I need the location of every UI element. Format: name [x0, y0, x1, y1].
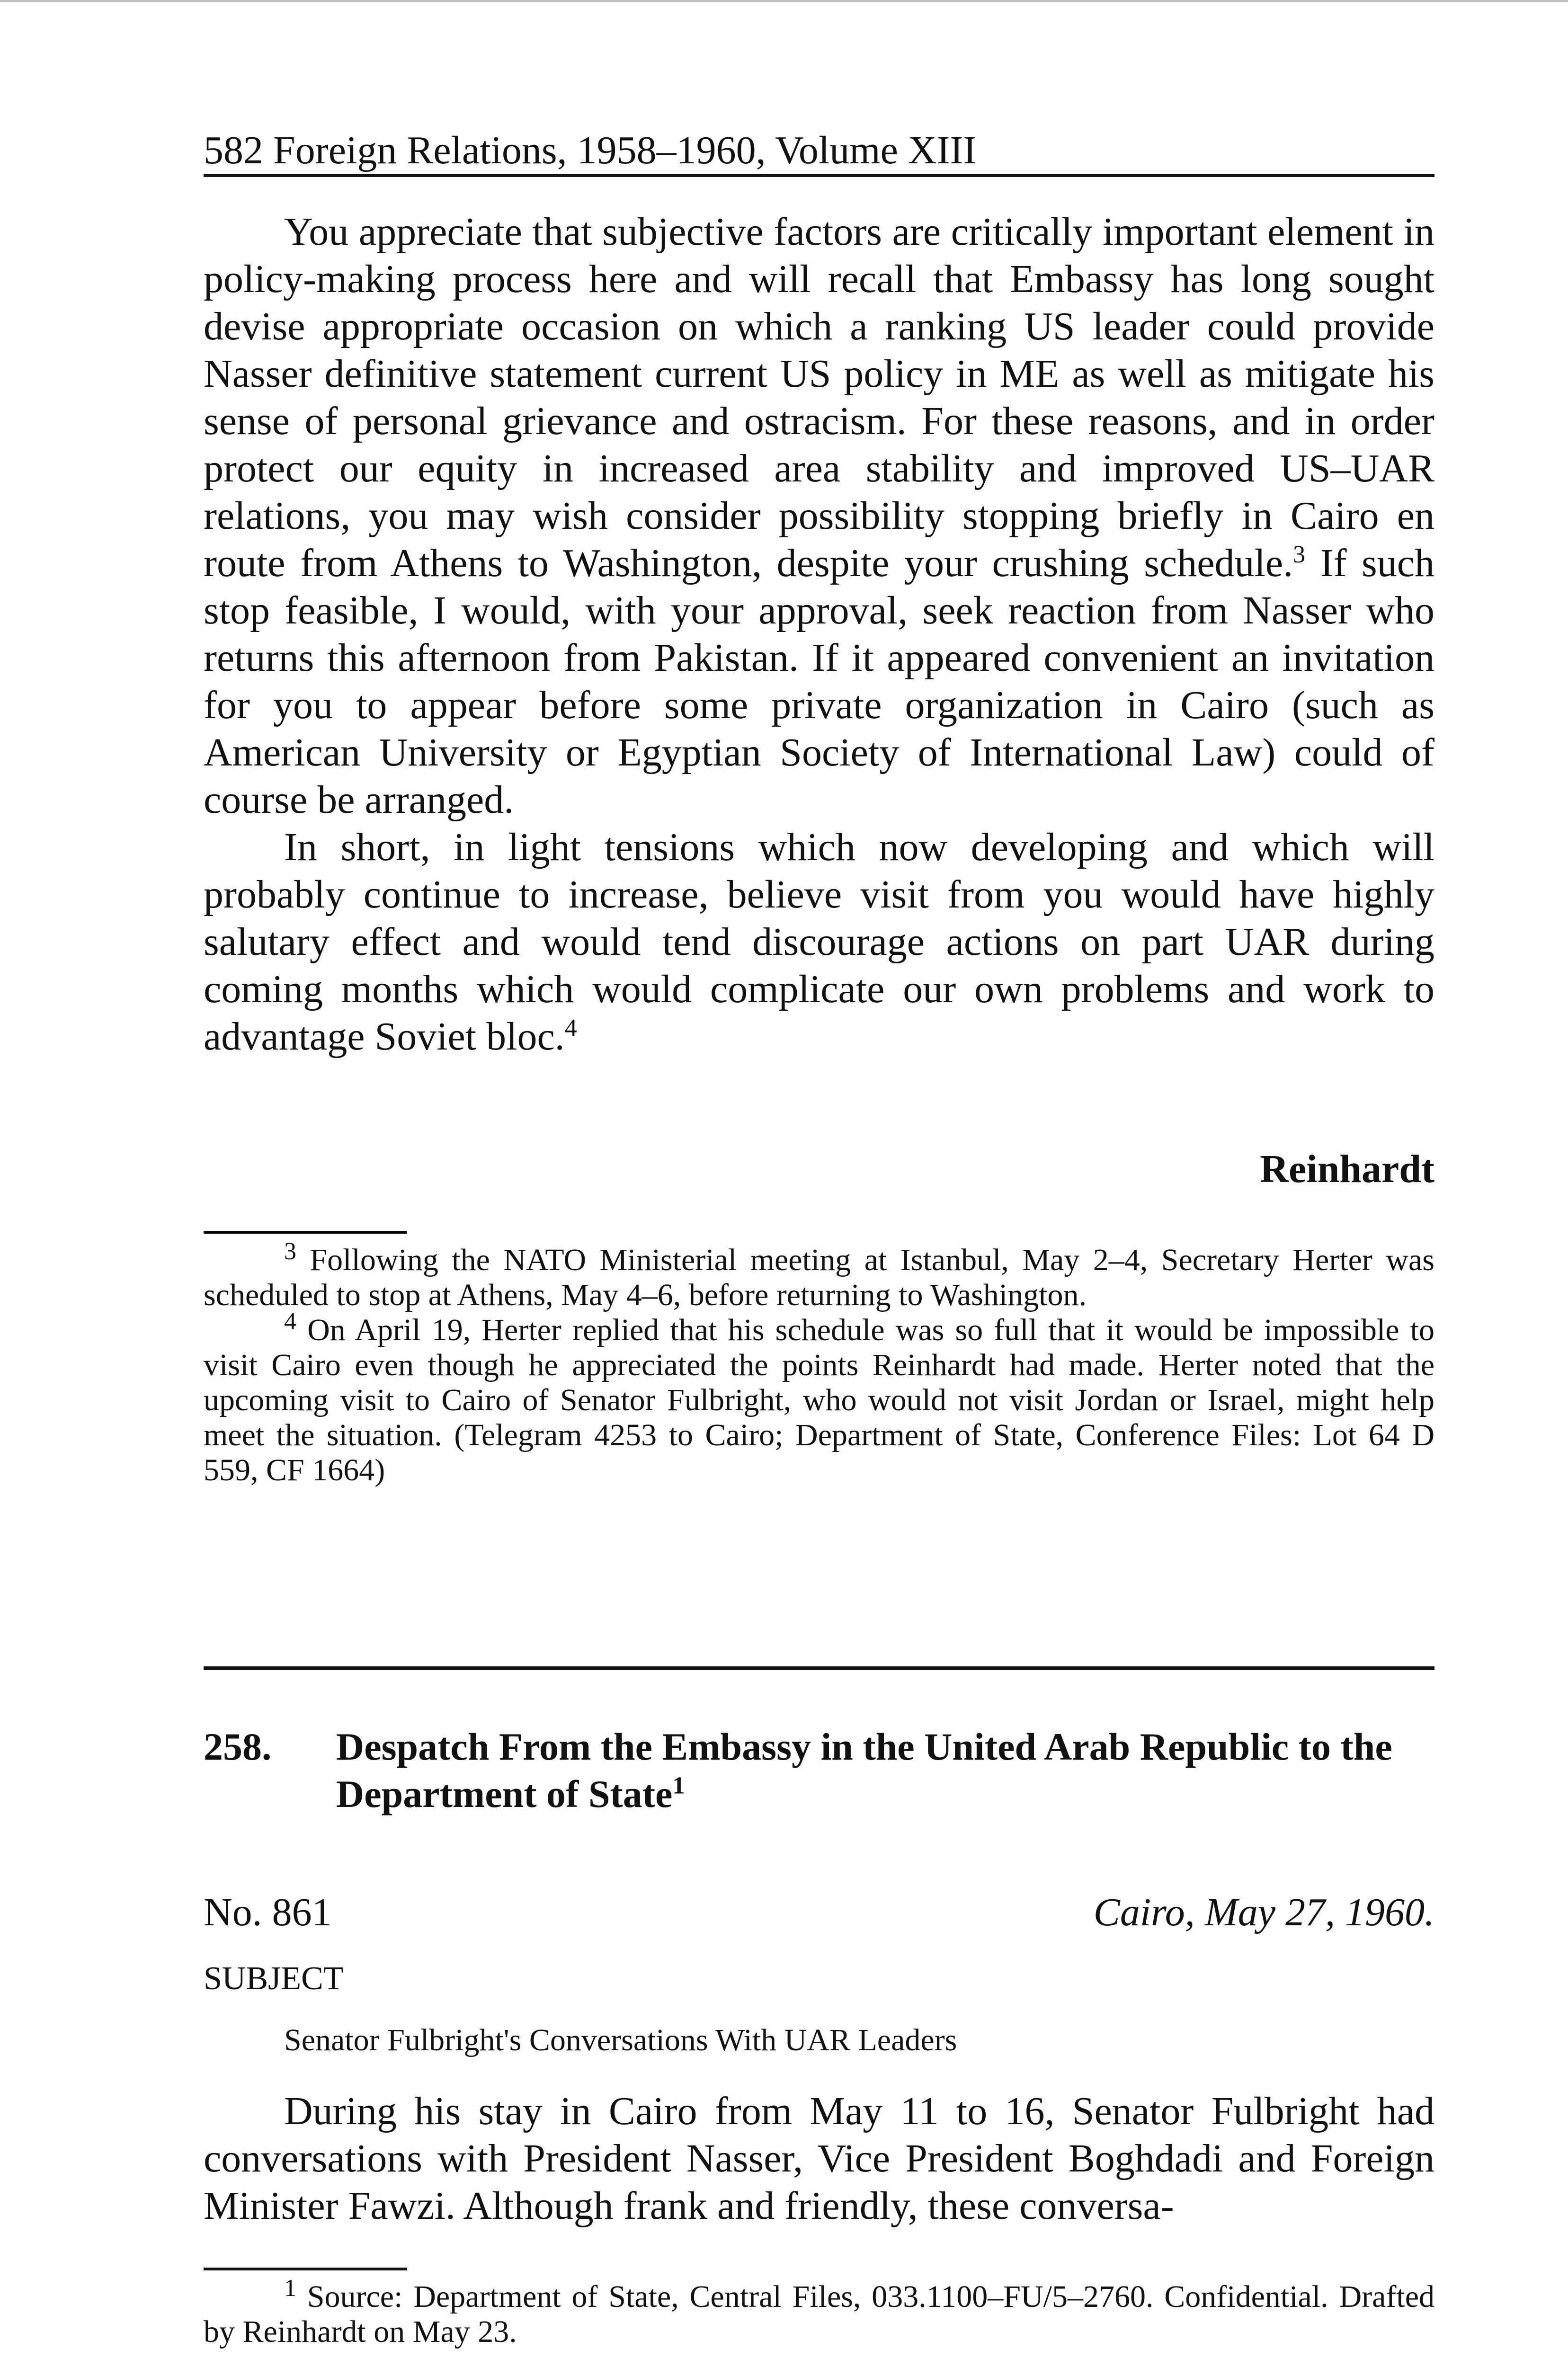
document-body — [204, 2088, 1434, 2230]
document-number: 258. — [204, 1725, 272, 1768]
footnote-rule — [204, 2268, 407, 2270]
subject-text: Senator Fulbright's Conversations With UAR Leaders — [284, 2023, 957, 2057]
document-page — [204, 0, 1434, 2367]
previous-document-body — [204, 208, 1434, 1060]
subject-label: SUBJECT — [204, 1960, 344, 1997]
footnote-marker: 4 — [284, 1308, 296, 1335]
footnote: $^3$ Following the NATO Ministerial meeting at Istanbul, May 2–4, Secretary Herter was scheduled to stop at Athens, May 4–6, before returning to Washington. — [204, 1238, 1434, 1312]
page-number: 582 — [204, 128, 263, 172]
document-footnotes — [204, 2275, 1435, 2349]
footnote-marker: 3 — [284, 1238, 296, 1265]
running-title: Foreign Relations, 1958–1960, Volume XIII — [273, 128, 977, 172]
document-title: Despatch From the Embassy in the United Arab Republic to the Department of State$^1$ — [336, 1725, 1392, 1815]
footnote: $^4$ On April 19, Herter replied that his schedule was so full that it would be impossible to visit Cairo even though he appreciated the points Reinhardt had made. Herter noted that the upcoming visit to Cairo of Senator Fulbright, who would not visit Jordan or Israel, might help meet the situation. (Telegram 4253 to Cairo; Department of State, Conference Files: Lot 64 D 559, CF 1664) — [204, 1308, 1435, 1487]
place-date: Cairo, May 27, 1960. — [1093, 1890, 1434, 1934]
running-header — [204, 127, 1434, 174]
footnote-reference: 4 — [564, 1014, 577, 1041]
footnote-reference: 1 — [672, 1772, 685, 1799]
body-paragraph: In short, in light tensions which now developing and which will probably continue to increase, believe visit from you would have highly salutary effect and would tend discourage actions on part UAR during coming months which would complicate our own problems and work to advantage Soviet bloc.$^4$ — [204, 825, 1434, 1059]
footnote-marker: 1 — [284, 2275, 296, 2302]
signature: Reinhardt — [1260, 1147, 1434, 1191]
footnote-reference: 3 — [1293, 541, 1306, 568]
section-divider — [204, 1666, 1434, 1670]
despatch-number: No. 861 — [204, 1890, 332, 1934]
body-paragraph: You appreciate that subjective factors are critically important element in policy-making process here and will recall that Embassy has long sought devise appropriate occasion on which a ranking US leader could provide Nasser definitive statement current US policy in ME as well as mitigate his sense of personal grievance and ostracism. For these reasons, and in order protect our equity in increased area stability and improved US–UAR relations, you may wish consider possibility stopping briefly in Cairo en route from Athens to Washington, despite your crushing schedule.$^3$ If such stop feasible, I would, with your approval, seek reaction from Nasser who returns this afternoon from Pakistan. If it appeared convenient an invitation for you to appear before some private organization in Cairo (such as American University or Egyptian Society of International Law) could of course be arranged. — [204, 210, 1434, 822]
header-rule — [204, 174, 1434, 177]
body-paragraph: During his stay in Cairo from May 11 to 16, Senator Fulbright had conversations with President Nasser, Vice President Boghdadi and Foreign Minister Fawzi. Although frank and friendly, these conversa- — [204, 2089, 1434, 2228]
footnote-rule — [204, 1231, 407, 1234]
footnote: $^1$ Source: Department of State, Central Files, 033.1100–FU/5–2760. Confidential. Drafted by Reinhardt on May 23. — [204, 2275, 1435, 2349]
previous-document-footnotes — [204, 1238, 1435, 1488]
